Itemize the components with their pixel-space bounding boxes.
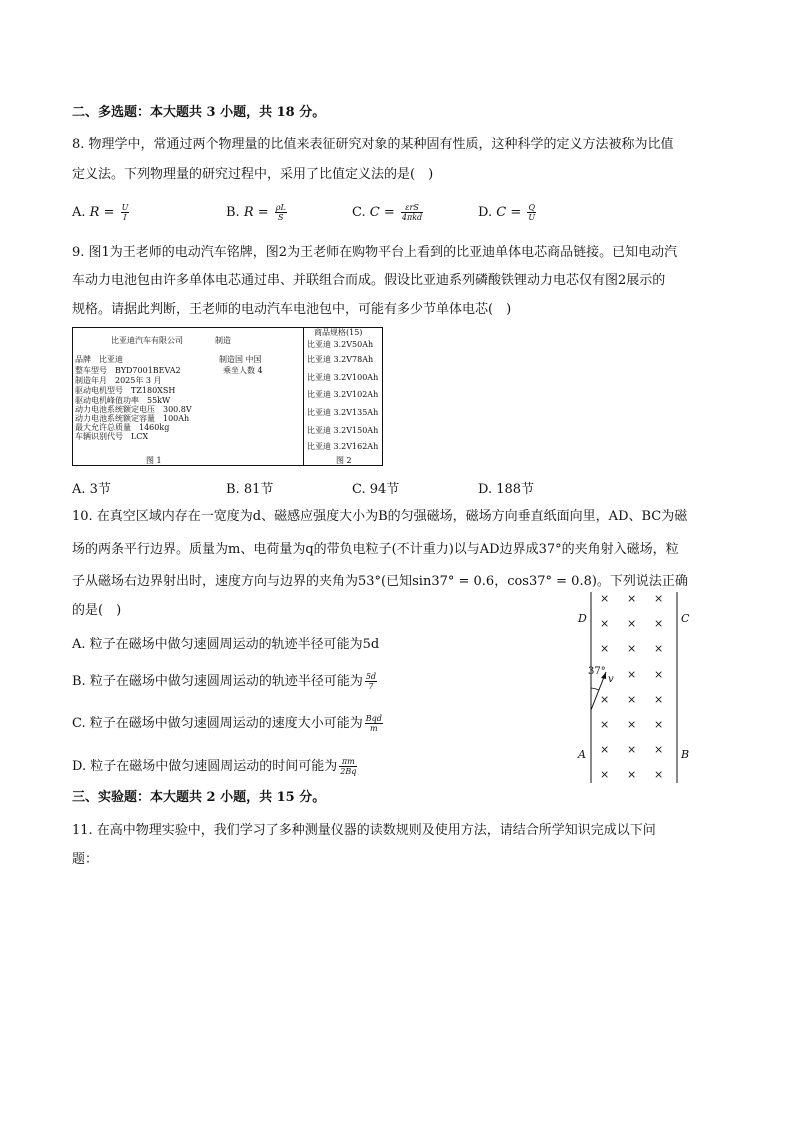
- question-9-line-1: 9. 图1为王老师的电动汽车铭牌，图2为王老师在购物平台上看到的比亚迪单体电芯商品链接。已知电动汽: [72, 245, 678, 260]
- fig1-motor-power: 驱动电机峰值功率 55kW: [75, 396, 171, 405]
- field-cross: ×: [600, 642, 610, 655]
- fig2-header: 商品规格(15): [314, 328, 363, 337]
- question-9-option-c: C. 94节: [352, 482, 400, 497]
- question-10-option-c: C. 粒子在磁场中做匀速圆周运动的速度大小可能为 $\frac{\text{Bqd}}{m}$: [72, 714, 382, 733]
- question-8-line-1: 8. 物理学中，常通过两个物理量的比值来表征研究对象的某种固有性质，这种科学的定义方法被称为比值: [72, 137, 674, 152]
- boundary-label-b: B: [681, 748, 690, 761]
- question-8-option-b: B. R = $\frac{\rho L}{S}$: [226, 203, 286, 222]
- fig1-capacity: 动力电池系统额定容量 100Ah: [75, 414, 190, 423]
- section-title-multiple-choice: 二、多选题：本大题共 3 小题，共 18 分。: [72, 105, 326, 120]
- field-cross: ×: [654, 642, 664, 655]
- question-11-line-2: 题：: [72, 852, 99, 867]
- fig2-item: 比亚迪 3.2V78Ah: [307, 355, 374, 364]
- boundary-label-c: C: [681, 612, 690, 625]
- field-cross: ×: [654, 592, 664, 605]
- question-9-figure: [72, 327, 383, 466]
- question-9-option-a: A. 3节: [72, 482, 111, 497]
- field-cross: ×: [654, 743, 664, 756]
- field-cross: ×: [600, 693, 610, 706]
- fig2-item: 比亚迪 3.2V150Ah: [307, 426, 379, 435]
- field-cross: ×: [627, 743, 637, 756]
- question-10-line-1: 10. 在真空区域内存在一宽度为d、磁感应强度大小为B的匀强磁场，磁场方向垂直纸面向里，AD、BC为磁: [72, 509, 688, 524]
- fig1-made: 制造: [215, 336, 231, 345]
- figure-divider: [303, 328, 304, 465]
- question-10-option-d: D. 粒子在磁场中做匀速圆周运动的时间可能为 $\frac{\pi m}{2Bq}$: [72, 757, 357, 776]
- fig1-model: 整车型号 BYD7001BEVA2: [75, 366, 181, 375]
- fig1-date: 制造年月 2025年 3 月: [75, 376, 162, 385]
- fig2-item: 比亚迪 3.2V162Ah: [307, 442, 379, 451]
- question-8-option-d: D. C = $\frac{Q}{U}$: [478, 203, 536, 222]
- fig1-caption: 图 1: [146, 456, 162, 465]
- field-cross: ×: [627, 718, 637, 731]
- angle-label: 37°: [588, 666, 606, 677]
- fig1-motor-model: 驱动电机型号 TZ180XSH: [75, 386, 176, 395]
- field-cross: ×: [627, 617, 637, 630]
- field-cross: ×: [600, 718, 610, 731]
- field-cross: ×: [627, 592, 637, 605]
- fig2-item: 比亚迪 3.2V50Ah: [307, 340, 374, 349]
- field-cross: ×: [654, 693, 664, 706]
- field-cross: ×: [654, 768, 664, 781]
- question-9-line-2: 车动力电池包由许多单体电芯通过串、并联组合而成。假设比亚迪系列磷酸铁锂动力电芯仅有图2展示的: [72, 273, 666, 288]
- fig1-vin: 车辆识别代号 LCX: [75, 432, 149, 441]
- field-cross: ×: [627, 768, 637, 781]
- magnetic-field-diagram: [570, 590, 700, 785]
- field-cross: ×: [654, 668, 664, 681]
- section-title-experiment: 三、实验题：本大题共 2 小题，共 15 分。: [72, 790, 326, 805]
- field-cross: ×: [627, 693, 637, 706]
- velocity-label: v: [608, 674, 614, 685]
- field-cross: ×: [627, 668, 637, 681]
- fig1-seats: 乘坐人数 4: [223, 366, 263, 375]
- fig1-mass: 最大允许总质量 1460kg: [75, 423, 170, 432]
- question-11-line-1: 11. 在高中物理实验中，我们学习了多种测量仪器的读数规则及使用方法，请结合所学知识完成以下问: [72, 823, 656, 838]
- field-cross: ×: [600, 617, 610, 630]
- question-8-option-c: C. C = $\frac{\text{εrS}}{\text{4πkd}}$: [352, 203, 423, 222]
- fig1-voltage: 动力电池系统额定电压 300.8V: [75, 405, 192, 414]
- question-9-option-b: B. 81节: [226, 482, 274, 497]
- question-10-option-a: A. 粒子在磁场中做匀速圆周运动的轨迹半径可能为5d: [72, 637, 380, 652]
- field-cross: ×: [627, 642, 637, 655]
- question-10-option-b: B. 粒子在磁场中做匀速圆周运动的轨迹半径可能为 $\frac{5d}{7}$: [72, 672, 377, 691]
- question-10-line-3: 子从磁场右边界射出时，速度方向与边界的夹角为53°(已知sin37° = 0.6，cos37° = 0.8)。下列说法正确: [72, 574, 688, 589]
- fig2-caption: 图 2: [336, 456, 352, 465]
- fig2-item: 比亚迪 3.2V135Ah: [307, 408, 379, 417]
- fig2-item: 比亚迪 3.2V100Ah: [307, 373, 379, 382]
- question-9-line-3: 规格。请据此判断，王老师的电动汽车电池包中，可能有多少节单体电芯( ): [72, 302, 512, 317]
- question-9-option-d: D. 188节: [478, 482, 535, 497]
- question-10-line-4: 的是( ): [72, 603, 122, 618]
- question-10-line-2: 场的两条平行边界。质量为m、电荷量为q的带负电粒子(不计重力)以与AD边界成37°的夹角射入磁场，粒: [72, 542, 679, 557]
- field-cross: ×: [654, 617, 664, 630]
- fig1-brand: 品牌 比亚迪: [75, 355, 123, 364]
- fig1-manufacturer: 比亚迪汽车有限公司: [111, 336, 183, 345]
- fig1-country: 制造国 中国: [219, 355, 262, 364]
- question-8-line-2: 定义法。下列物理量的研究过程中，采用了比值定义法的是( ): [72, 167, 434, 182]
- boundary-label-d: D: [578, 612, 587, 625]
- field-cross: ×: [600, 768, 610, 781]
- boundary-label-a: A: [578, 748, 586, 761]
- field-cross: ×: [654, 718, 664, 731]
- question-8-option-a: A. R = $\frac{U}{I}$: [72, 203, 129, 222]
- field-cross: ×: [600, 743, 610, 756]
- field-cross: ×: [600, 592, 610, 605]
- fig2-item: 比亚迪 3.2V102Ah: [307, 390, 379, 399]
